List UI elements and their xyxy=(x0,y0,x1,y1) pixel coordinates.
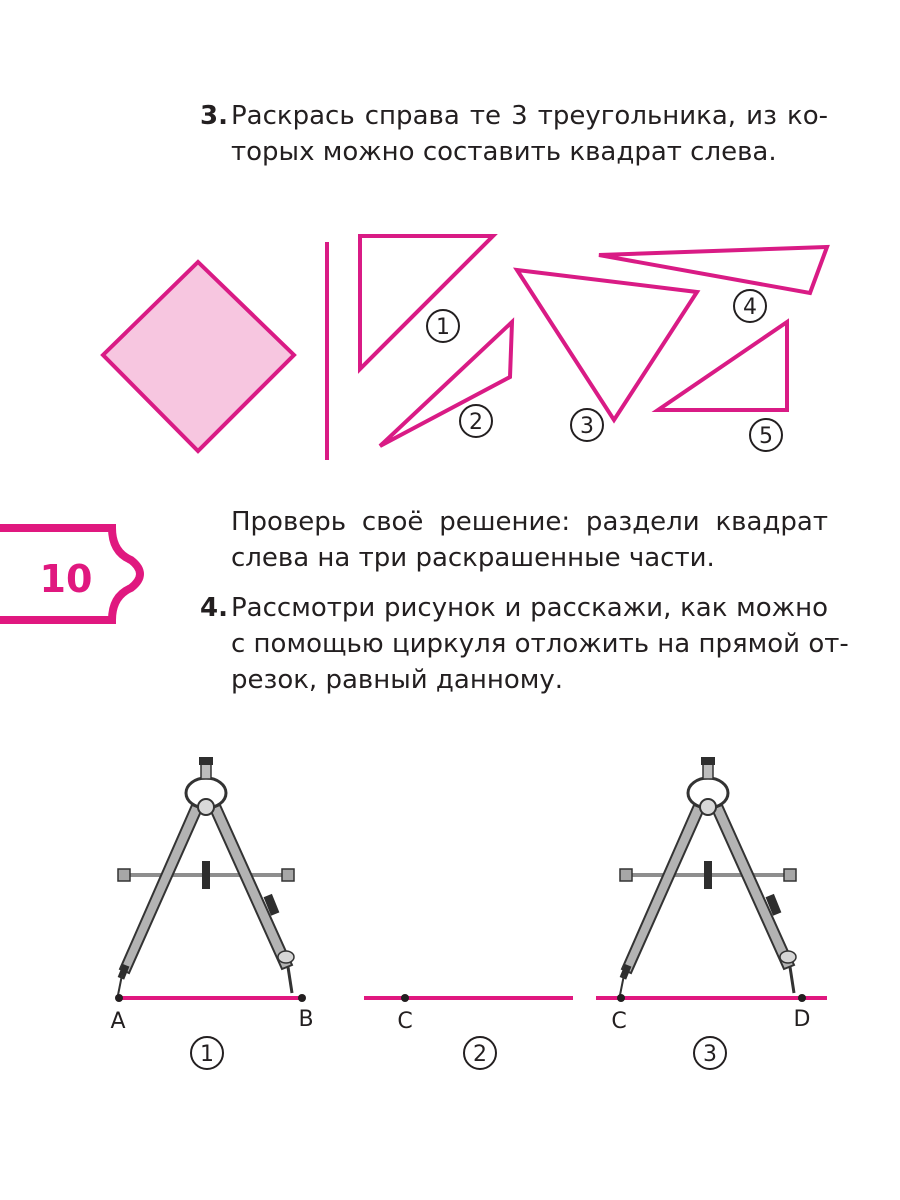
triangle-number: 3 xyxy=(580,414,594,439)
triangle-shape xyxy=(360,236,493,369)
task-text-line: с помощью циркуля отложить на прямой от- xyxy=(231,629,849,659)
triangle-number: 1 xyxy=(436,315,450,340)
figure-number: 2 xyxy=(473,1042,487,1067)
task-text-line: Раскрась справа те 3 треугольника, из ко- xyxy=(231,101,828,131)
check-text-line: Проверь своё решение: раздели квадрат xyxy=(231,507,828,537)
check-text-line: слева на три раскрашенные части. xyxy=(231,543,715,573)
task-number: 3. xyxy=(200,101,228,131)
triangle-number: 2 xyxy=(469,410,483,435)
compass-drawing xyxy=(118,757,294,995)
point-d xyxy=(798,994,806,1002)
task-4 xyxy=(200,590,849,698)
check-instruction xyxy=(231,504,828,576)
task-number: 4. xyxy=(200,593,228,623)
task-text-line: Рассмотри рисунок и расскажи, как можно xyxy=(231,593,828,623)
triangle-1[interactable] xyxy=(360,236,493,369)
triangle-shape xyxy=(517,270,697,420)
point-label: B xyxy=(298,1007,314,1032)
point-label: C xyxy=(611,1009,627,1034)
triangle-3[interactable] xyxy=(517,270,697,441)
point-a xyxy=(115,994,123,1002)
figure-number: 1 xyxy=(200,1042,214,1067)
page-number: 10 xyxy=(39,557,93,601)
point-label: C xyxy=(397,1009,413,1034)
task-4-figures xyxy=(0,740,900,1100)
point-c xyxy=(617,994,625,1002)
point-label: D xyxy=(793,1007,811,1032)
compass-drawing xyxy=(620,757,796,995)
point-c xyxy=(401,994,409,1002)
pink-square xyxy=(103,262,294,451)
triangle-number: 5 xyxy=(759,424,773,449)
figure-1 xyxy=(110,757,313,1069)
triangle-shape xyxy=(658,322,787,410)
figure-number: 3 xyxy=(703,1042,717,1067)
point-b xyxy=(298,994,306,1002)
figure-3 xyxy=(596,757,827,1069)
task-text-line: резок, равный данному. xyxy=(231,665,563,695)
task-3-figure xyxy=(0,0,900,480)
triangle-number: 4 xyxy=(743,295,757,320)
task-text-line: торых можно составить квадрат слева. xyxy=(231,137,777,167)
point-label: A xyxy=(110,1009,126,1034)
triangle-5[interactable] xyxy=(658,322,787,451)
page-number-tab xyxy=(0,522,150,626)
figure-2 xyxy=(364,994,573,1069)
